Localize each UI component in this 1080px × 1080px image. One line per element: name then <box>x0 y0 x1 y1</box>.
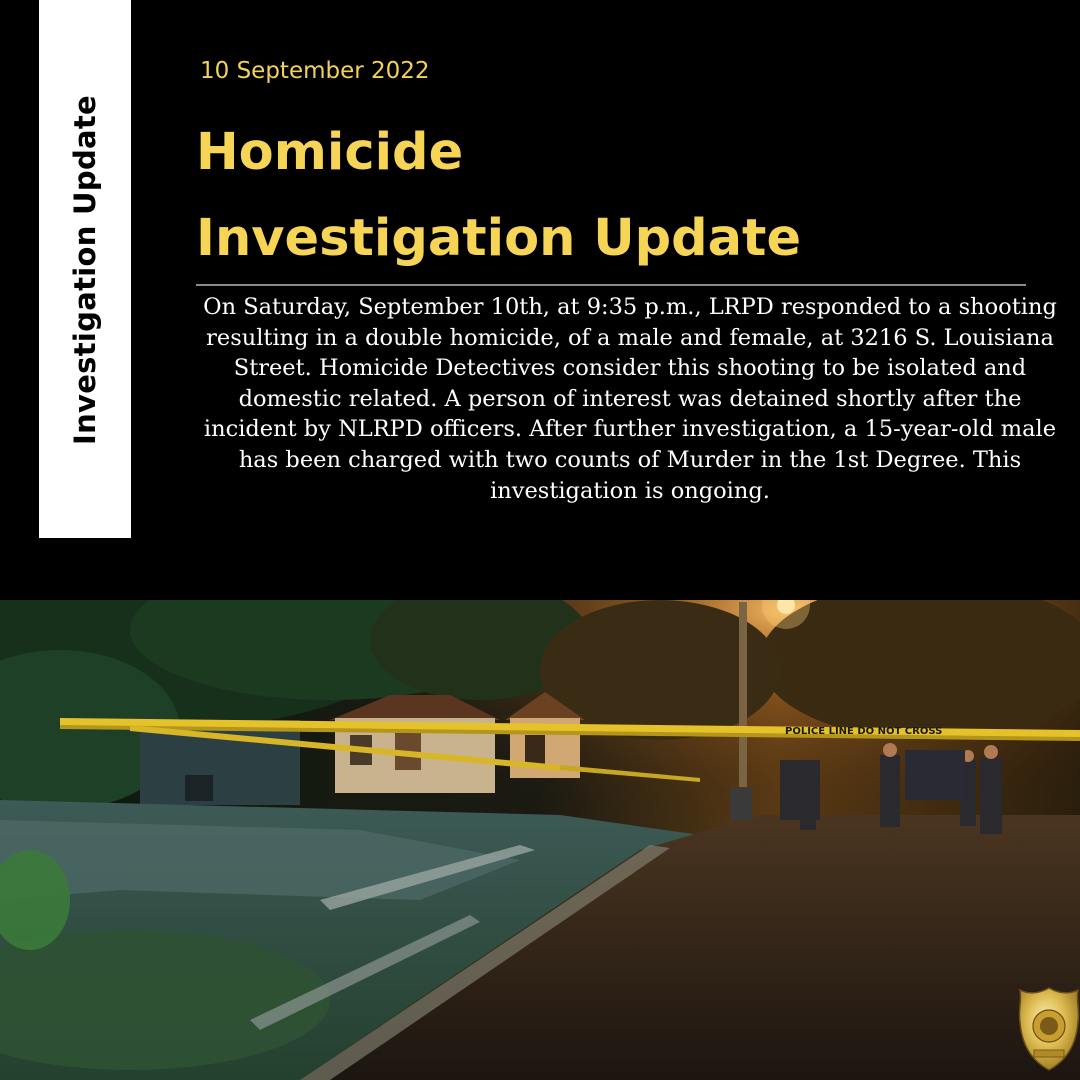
body-text: On Saturday, September 10th, at 9:35 p.m., LRPD responded to a shooting resulting in a double homicide, of a male and female, at 3216 S. Louisiana Street. Homicide Detectives consider this shooting to be isolated and domestic related. A person of interest was detained shortly after the incident by NLRPD officers. After further investigation, a 15-year-old male has been charged with two counts of Murder in the 1st Degree. This investigation is ongoing. <box>203 294 1057 504</box>
headline-line-2: Investigation Update <box>196 209 802 268</box>
scene-photo <box>0 600 1080 1080</box>
post-date: 10 September 2022 <box>200 58 430 84</box>
headline <box>196 110 1056 282</box>
side-tab <box>39 0 131 538</box>
side-tab-label: Investigation Update <box>68 94 102 446</box>
headline-line-1: Homicide <box>196 123 464 182</box>
tape-label: POLICE LINE DO NOT CROSS <box>785 726 943 737</box>
divider <box>196 284 1026 286</box>
